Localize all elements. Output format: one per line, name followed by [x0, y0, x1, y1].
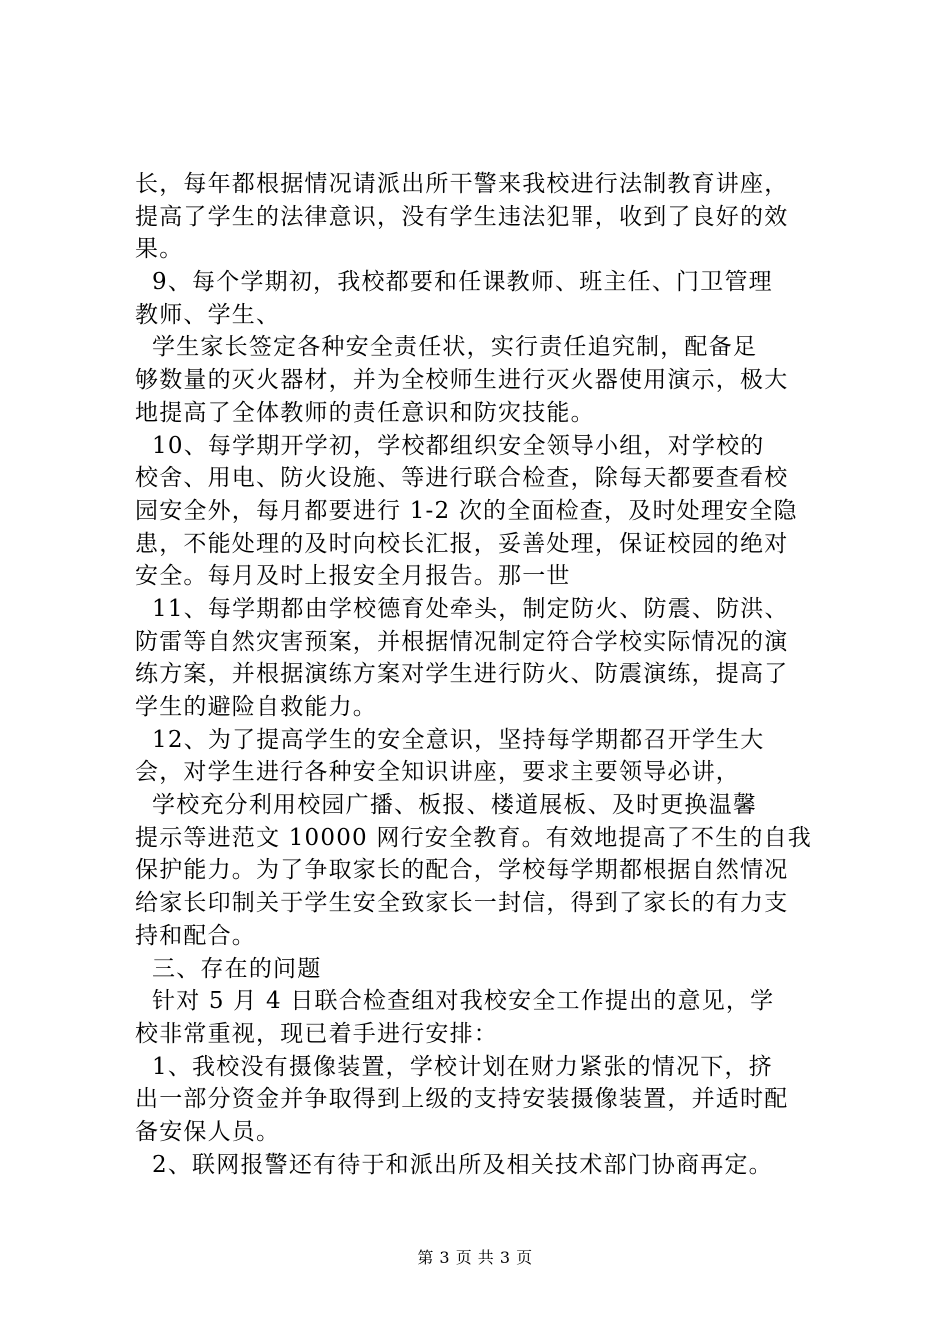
- text-line: 长，每年都根据情况请派出所干警来我校进行法制教育讲座，: [135, 171, 789, 197]
- text-line: 备安保人员。: [135, 1118, 281, 1145]
- text-line: 11、每学期都由学校德育处牵头，制定防火、防震、防洪、: [135, 595, 789, 622]
- text-line: 9、每个学期初，我校都要和任课教师、班主任、门卫管理: [135, 269, 773, 296]
- text-line: 够数量的灭火器材，并为全校师生进行灭火器使用演示，极大: [135, 367, 789, 394]
- text-line: 给家长印制关于学生安全致家长一封信，得到了家长的有力支: [135, 890, 789, 917]
- text-line: 园安全外，每月都要进行 1-2 次的全面检查，及时处理安全隐: [135, 497, 798, 524]
- text-line: 教师、学生、: [135, 301, 281, 328]
- text-line: 1、我校没有摄像装置，学校计划在财力紧张的情况下，挤: [135, 1053, 773, 1080]
- text-line: 三、存在的问题: [135, 955, 322, 982]
- page-footer: 第 3 页 共 3 页: [417, 1248, 533, 1267]
- text-line: 练方案，并根据演练方案对学生进行防火、防震演练，提高了: [135, 661, 789, 688]
- text-line: 出一部分资金并争取得到上级的支持安装摄像装置，并适时配: [135, 1086, 789, 1113]
- text-line: 提高了学生的法律意识，没有学生违法犯罪，收到了良好的效: [135, 203, 789, 230]
- text-line: 学校充分利用校园广播、板报、楼道展板、及时更换温馨: [135, 792, 758, 819]
- text-line: 防雷等自然灾害预案，并根据情况制定符合学校实际情况的演: [135, 628, 789, 655]
- text-line: 安全。每月及时上报安全月报告。那一世: [135, 563, 571, 590]
- text-line: 12、为了提高学生的安全意识，坚持每学期都召开学生大: [135, 726, 765, 753]
- text-line: 10、每学期开学初，学校都组织安全领导小组，对学校的: [135, 432, 765, 459]
- text-line: 校非常重视，现已着手进行安排：: [135, 1020, 498, 1047]
- text-line: 学生的避险自救能力。: [135, 694, 377, 720]
- text-line: 学生家长签定各种安全责任状，实行责任追究制，配备足: [135, 334, 758, 361]
- text-line: 校舍、用电、防火设施、等进行联合检查，除每天都要查看校: [135, 465, 789, 492]
- text-line: 会，对学生进行各种安全知识讲座，要求主要领导必讲，: [135, 759, 740, 786]
- text-line: 保护能力。为了争取家长的配合，学校每学期都根据自然情况: [135, 857, 789, 884]
- text-line: 2、联网报警还有待于和派出所及相关技术部门协商再定。: [135, 1151, 773, 1178]
- text-line: 针对 5 月 4 日联合检查组对我校安全工作提出的意见，学: [135, 988, 775, 1015]
- document-body: [135, 168, 835, 1181]
- text-line: 持和配合。: [135, 922, 256, 949]
- text-line: 地提高了全体教师的责任意识和防灾技能。: [135, 399, 595, 426]
- text-line: 提示等进范文 10000 网行安全教育。有效地提高了不生的自我: [135, 824, 812, 851]
- text-line: 患，不能处理的及时向校长汇报，妥善处理，保证校园的绝对: [135, 530, 789, 557]
- text-line: 果。: [135, 236, 184, 263]
